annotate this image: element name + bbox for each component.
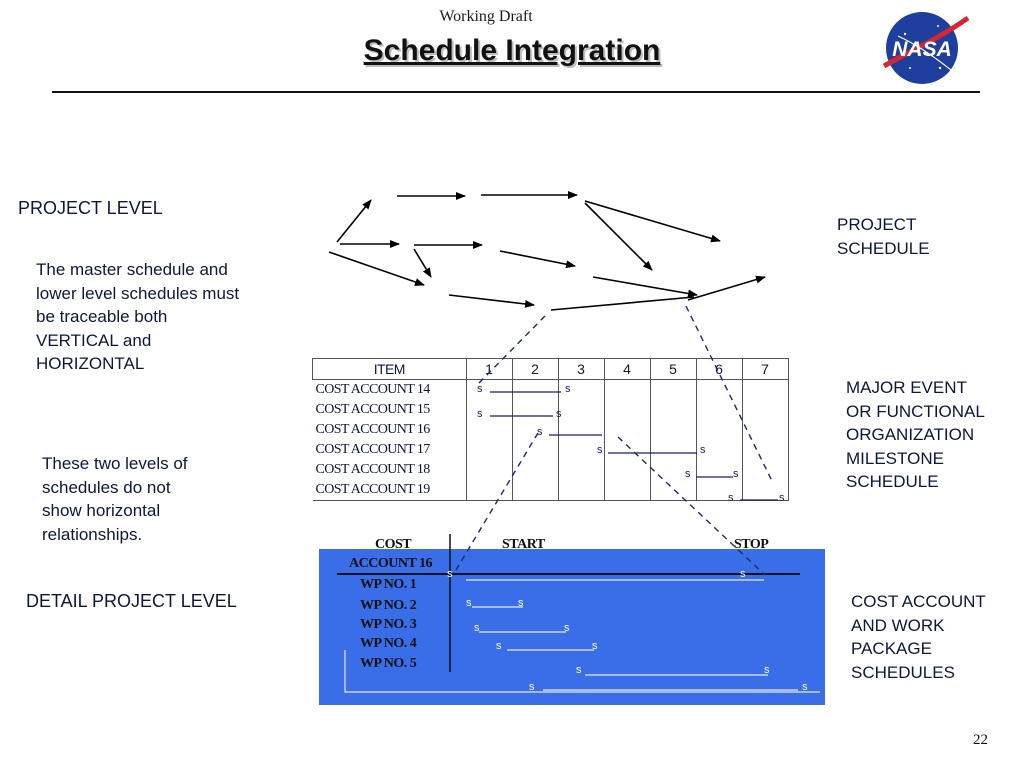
master-note-line: VERTICAL and (36, 330, 152, 350)
table-header-col: 5 (650, 359, 696, 380)
milestone-marker: s (685, 468, 691, 480)
table-row-label: COST ACCOUNT 17 (315, 442, 430, 457)
detail-marker: s (564, 622, 570, 634)
nasa-logo-text: NASA (892, 38, 952, 61)
vertical-trace-line (686, 306, 773, 483)
cost-account-line: SCHEDULES (851, 662, 955, 682)
work-package-label: WP NO. 5 (360, 656, 417, 671)
milestone-marker: s (700, 444, 706, 456)
master-note-line: The master schedule and (36, 260, 228, 279)
major-event-line: SCHEDULE (846, 472, 939, 491)
cost-account-line: AND WORK (851, 615, 945, 635)
detail-marker: s (592, 640, 598, 652)
table-header-item: ITEM (313, 359, 467, 380)
vertical-trace-line (618, 437, 765, 575)
two-levels-note-line: These two levels of (42, 454, 188, 473)
working-draft-label: Working Draft (439, 8, 533, 25)
detail-marker: s (740, 568, 746, 580)
cost-account-line: PACKAGE (851, 639, 932, 658)
two-levels-note-line: relationships. (42, 524, 143, 544)
table-header-col: 7 (742, 359, 788, 380)
milestone-marker: s (537, 426, 543, 438)
cost-account-line: COST ACCOUNT (851, 592, 986, 611)
table-header-col: 1 (466, 359, 512, 380)
table-row-label: COST ACCOUNT 16 (315, 422, 430, 437)
table-header-col: 2 (512, 359, 558, 380)
milestone-marker: s (565, 383, 571, 395)
work-package-label: WP NO. 4 (360, 636, 417, 651)
table-row-label: COST ACCOUNT 19 (313, 480, 467, 501)
master-note-line: HORIZONTAL (36, 354, 145, 373)
detail-project-level-label: DETAIL PROJECT LEVEL (26, 591, 237, 611)
milestone-marker: s (477, 383, 483, 395)
two-levels-note-line: schedules do not (42, 477, 171, 497)
milestone-marker: s (556, 408, 562, 420)
two-levels-note-line: show horizontal (42, 501, 161, 520)
detail-stop-header: STOP (734, 537, 769, 552)
detail-marker: s (802, 681, 808, 693)
milestone-marker: s (779, 492, 785, 504)
milestone-marker: s (733, 468, 739, 480)
table-header-col: 4 (604, 359, 650, 380)
milestone-marker: s (477, 408, 483, 420)
detail-marker: s (576, 664, 582, 676)
project-schedule-line: PROJECT (837, 215, 917, 234)
major-event-line: ORGANIZATION (846, 425, 975, 444)
table-row-label: COST ACCOUNT 18 (315, 462, 430, 477)
work-package-label: WP NO. 2 (360, 598, 417, 613)
detail-marker: s (496, 640, 502, 652)
work-package-label: WP NO. 3 (360, 617, 417, 632)
detail-account-header: ACCOUNT 16 (349, 556, 433, 571)
detail-cost-header: COST (375, 537, 412, 552)
table-header-col: 6 (696, 359, 742, 380)
table-row-label: COST ACCOUNT 15 (315, 402, 430, 417)
detail-marker: s (529, 681, 535, 693)
major-event-line: MAJOR EVENT (846, 378, 967, 397)
vertical-trace-line (453, 433, 538, 575)
project-level-label: PROJECT LEVEL (18, 198, 163, 218)
milestone-marker: s (597, 444, 603, 456)
detail-marker: s (764, 664, 770, 676)
table-row-label: COST ACCOUNT 14 (315, 382, 430, 397)
page-number: 22 (973, 732, 988, 748)
master-note-line: lower level schedules must (36, 283, 240, 303)
project-schedule-line: SCHEDULE (837, 238, 930, 258)
vertical-trace-line (477, 316, 545, 385)
detail-marker: s (447, 568, 453, 580)
table-header-col: 3 (558, 359, 604, 380)
work-package-label: WP NO. 1 (360, 577, 417, 592)
page-title: Schedule Integration (363, 34, 661, 67)
detail-start-header: START (502, 537, 545, 552)
major-event-line: MILESTONE (846, 448, 944, 468)
detail-marker: s (466, 597, 472, 609)
master-note-line: be traceable both (36, 307, 168, 326)
detail-marker: s (474, 622, 480, 634)
milestone-marker: s (728, 492, 734, 504)
major-event-line: OR FUNCTIONAL (846, 401, 985, 421)
detail-marker: s (518, 597, 524, 609)
